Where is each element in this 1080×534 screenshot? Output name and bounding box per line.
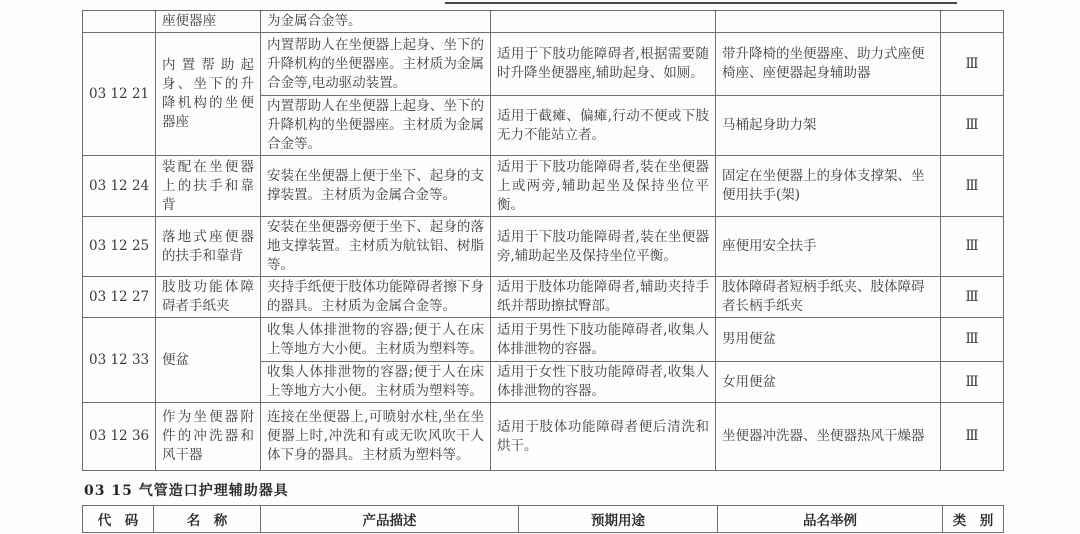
category-cell: Ⅲ xyxy=(941,318,1004,362)
header-examples: 品名举例 xyxy=(718,506,943,533)
examples-cell: 马桶起身助力架 xyxy=(716,96,941,156)
code-cell: 03 12 24 xyxy=(83,156,156,217)
header-description: 产品描述 xyxy=(261,506,519,533)
category-cell: Ⅲ xyxy=(941,217,1004,277)
description-cell: 收集人体排泄物的容器;便于人在床上等地方大小便。主材质为塑料等。 xyxy=(261,318,491,362)
category-cell: Ⅲ xyxy=(941,277,1004,318)
section-heading: 03 15 气管造口护理辅助器具 xyxy=(84,483,289,499)
name-cell: 内置帮助起身、坐下的升降机构的坐便器座 xyxy=(156,33,261,156)
intended-use-cell: 适用于肢体功能障碍者,辅助夹持手纸并帮助擦拭臀部。 xyxy=(491,277,716,318)
header-category: 类 别 xyxy=(943,506,1004,533)
intended-use-cell: 适用于下肢功能障碍者,装在坐便器上或两旁,辅助起坐及保持坐位平衡。 xyxy=(491,156,716,217)
description-cell: 收集人体排泄物的容器;便于人在床上等地方大小便。主材质为塑料等。 xyxy=(261,362,491,403)
name-cell: 座便器座 xyxy=(156,11,261,33)
examples-cell: 带升降椅的坐便器座、助力式座便椅座、座便器起身辅助器 xyxy=(716,33,941,96)
intended-use-cell: 适用于截瘫、偏瘫,行动不便或下肢无力不能站立者。 xyxy=(491,96,716,156)
header-code: 代 码 xyxy=(83,506,154,533)
intended-use-cell: 适用于男性下肢功能障碍者,收集人体排泄物的容器。 xyxy=(491,318,716,362)
category-cell: Ⅲ xyxy=(941,156,1004,217)
examples-cell: 固定在坐便器上的身体支撑架、坐便用扶手(架) xyxy=(716,156,941,217)
description-cell: 内置帮助人在坐便器上起身、坐下的升降机构的坐便器座。主材质为金属合金等。 xyxy=(261,96,491,156)
intended-use-cell: 适用于女性下肢功能障碍者,收集人体排泄物的容器。 xyxy=(491,362,716,403)
table-row xyxy=(83,403,1004,471)
code-cell: 03 12 33 xyxy=(83,318,156,403)
description-cell: 内置帮助人在坐便器上起身、坐下的升降机构的坐便器座。主材质为金属合金等,电动驱动装置。 xyxy=(261,33,491,96)
table-row xyxy=(83,277,1004,318)
category-cell xyxy=(941,11,1004,33)
examples-cell: 坐便器冲洗器、坐便器热风干燥器 xyxy=(716,403,941,471)
intended-use-cell: 适用于肢体功能障碍者便后清洗和烘干。 xyxy=(491,403,716,471)
table-row xyxy=(83,156,1004,217)
description-cell: 夹持手纸便于肢体功能障碍者擦下身的器具。主材质为金属合金等。 xyxy=(261,277,491,318)
previous-row-border-fragment xyxy=(445,2,957,4)
header-intended-use: 预期用途 xyxy=(519,506,718,533)
code-cell: 03 12 36 xyxy=(83,403,156,471)
table-row xyxy=(83,11,1004,33)
name-cell: 装配在坐便器上的扶手和靠背 xyxy=(156,156,261,217)
description-cell: 安装在坐便器上便于坐下、起身的支撑装置。主材质为金属合金等。 xyxy=(261,156,491,217)
examples-cell xyxy=(716,11,941,33)
intended-use-cell: 适用于下肢功能障碍者,根据需要随时升降坐便器座,辅助起身、如厕。 xyxy=(491,33,716,96)
name-cell: 肢肢功能体障碍者手纸夹 xyxy=(156,277,261,318)
name-cell: 作为坐便器附件的冲洗器和风干器 xyxy=(156,403,261,471)
next-section-header-row xyxy=(82,505,1004,533)
intended-use-cell: 适用于下肢功能障碍者,装在坐便器旁,辅助起坐及保持坐位平衡。 xyxy=(491,217,716,277)
header-row xyxy=(83,506,1004,533)
category-cell: Ⅲ xyxy=(941,96,1004,156)
examples-cell: 女用便盆 xyxy=(716,362,941,403)
name-cell: 便盆 xyxy=(156,318,261,403)
code-cell xyxy=(83,11,156,33)
assistive-devices-table xyxy=(82,10,1004,471)
code-cell: 03 12 25 xyxy=(83,217,156,277)
table-row xyxy=(83,33,1004,96)
table-row xyxy=(83,318,1004,362)
description-cell: 为金属合金等。 xyxy=(261,11,491,33)
code-cell: 03 12 21 xyxy=(83,33,156,156)
code-cell: 03 12 27 xyxy=(83,277,156,318)
examples-cell: 肢体障碍者短柄手纸夹、肢体障碍者长柄手纸夹 xyxy=(716,277,941,318)
intended-use-cell xyxy=(491,11,716,33)
description-cell: 连接在坐便器上,可喷射水柱,坐在坐便器上时,冲洗和有或无吹风吹干人体下身的器具。主材质为塑料等。 xyxy=(261,403,491,471)
header-name: 名 称 xyxy=(154,506,261,533)
category-cell: Ⅲ xyxy=(941,403,1004,471)
name-cell: 落地式座便器的扶手和靠背 xyxy=(156,217,261,277)
description-cell: 安装在坐便器旁便于坐下、起身的落地支撑装置。主材质为航钛铝、树脂等。 xyxy=(261,217,491,277)
examples-cell: 男用便盆 xyxy=(716,318,941,362)
category-cell: Ⅲ xyxy=(941,33,1004,96)
table-row xyxy=(83,217,1004,277)
examples-cell: 座便用安全扶手 xyxy=(716,217,941,277)
category-cell: Ⅲ xyxy=(941,362,1004,403)
